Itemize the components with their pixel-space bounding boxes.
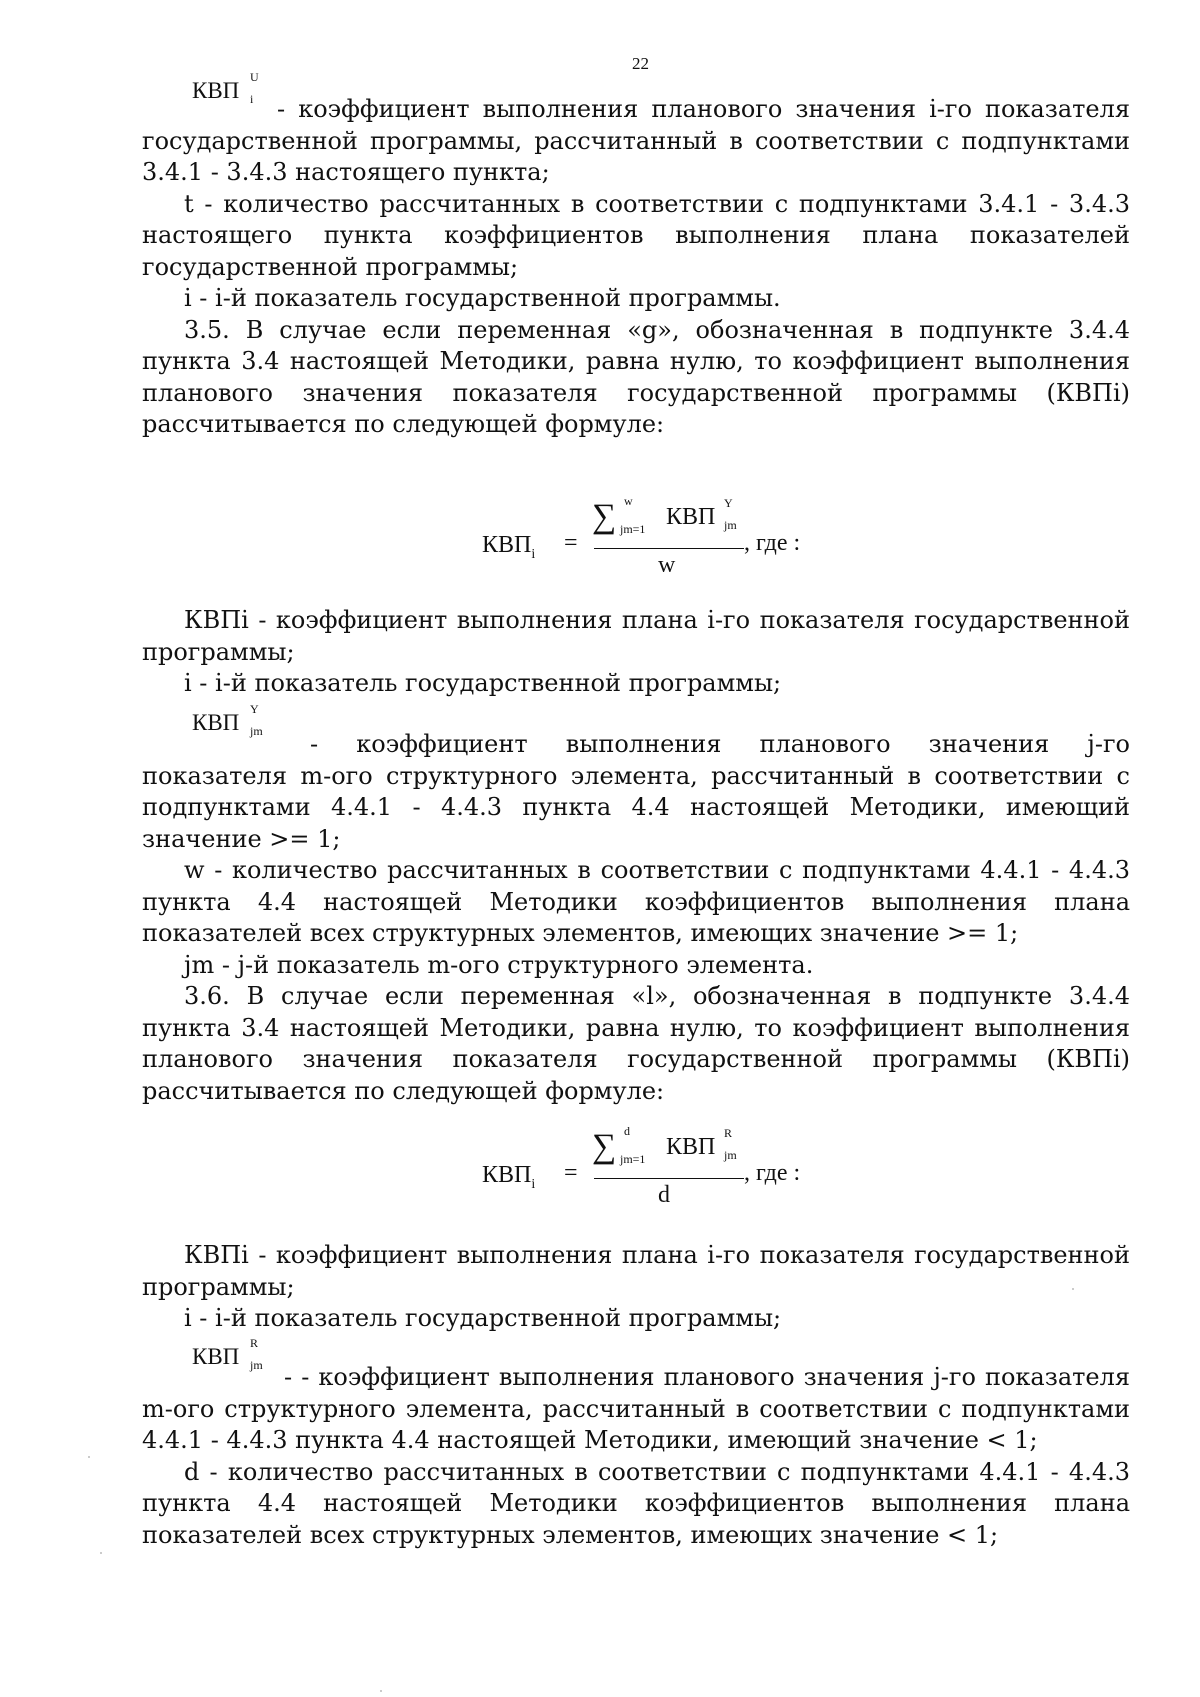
paragraph-kvp-u-definition: - коэффициент выполнения планового значения i-го показателя государственной программы, рассчитанный в соответствии с подпунктами 3.4.1 - 3.4.3 настоящего пункта; [142,95,1130,186]
sum-upper-limit: w [624,494,633,508]
kvp-symbol-base: КВП [192,78,240,103]
kvp-symbol-base: КВП [192,710,240,735]
kvp-symbol-sup: U [250,70,259,84]
definitions-block-2 [142,605,1130,700]
paragraph-t-definition: t - количество рассчитанных в соответствии с подпунктами 3.4.1 - 3.4.3 настоящего пункта коэффициентов выполнения плана показателей государственной программы; [142,189,1130,281]
scan-speck [1072,1288,1074,1290]
kvp-symbol-sub: jm [250,1358,263,1372]
formula-numerator [592,1124,737,1166]
paragraph-3-6: 3.6. В случае если переменная «l», обозначенная в подпункте 3.4.4 пункта 3.4 настоящей Методики, равна нулю, то коэффициент выполнения планового значения показателя государственной программы (КВПi) рассчитывается по следующей формуле: [142,982,1130,1105]
kvp-symbol-sub: i [250,92,254,106]
formula-equals: = [564,530,578,556]
paragraph-3-5: 3.5. В случае если переменная «g», обозначенная в подпункте 3.4.4 пункта 3.4 настоящей Методики, равна нулю, то коэффициент выполнения планового значения показателя государственной программы (КВПi) рассчитывается по следующей формуле: [142,315,1130,438]
definitions-block-1 [142,94,1130,441]
paragraph-kvp-r-definition: - - коэффициент выполнения планового значения j-го показателя m-ого структурного элемента, рассчитанный в соответствии с подпунктами 4.4.1 - 4.4.3 пункта 4.4 настоящей Методики, имеющий значение < 1; [142,1363,1130,1454]
kvp-symbol-sup: Y [250,702,259,716]
paragraph-d-definition: d - количество рассчитанных в соответствии с подпунктами 4.4.1 - 4.4.3 пункта 4.4 настоящей Методики коэффициентов выполнения плана показателей всех структурных элементов, имеющих значение < 1; [142,1457,1130,1549]
paragraph-kvp-i-definition: КВПi - коэффициент выполнения плана i-го показателя государственной программы; [142,606,1130,666]
sum-lower-limit: jm=1 [620,522,646,536]
paragraph-jm-definition: jm - j-й показатель m-ого структурного элемента. [184,950,814,979]
document-page [142,0,1130,1697]
sum-upper-limit: d [624,1124,630,1138]
paragraph-kvp-y-definition: - коэффициент выполнения планового значения j-го показателя m-ого структурного элемента, рассчитанный в соответствии с подпунктами 4.4.1 - 4.4.3 пункта 4.4 настоящей Методики, имеющий значение >= 1; [142,730,1130,853]
fraction-bar [594,548,744,549]
formula-3-5 [482,496,902,592]
paragraph-i-definition-3: i - i-й показатель государственной программы; [184,1304,782,1332]
formula-lhs: $КВП_i$ [482,532,536,562]
formula-numerator [592,494,737,536]
formula-tail: , где : [744,530,801,556]
paragraph-kvp-i-definition-2: КВПi - коэффициент выполнения плана i-го показателя государственной программы; [142,1241,1130,1301]
paragraph-i-definition: i - i-й показатель государственной программы. [184,284,781,312]
paragraph-i-definition-2: i - i-й показатель государственной программы; [184,669,782,697]
definitions-block-4 [142,1240,1130,1335]
page-number: 22 [632,54,649,73]
formula-3-6 [482,1126,902,1222]
fraction-bar [594,1178,744,1179]
kvp-symbol-sup: R [250,1336,259,1350]
sum-lower-limit: jm=1 [620,1152,646,1166]
sigma-symbol: ∑ [592,498,617,535]
scan-speck [380,1690,382,1692]
sum-term: КВП R jm [666,1126,737,1162]
formula-tail: , где : [744,1160,801,1186]
formula-lhs: $КВП_i$ [482,1162,536,1192]
sum-term: КВП Y jm [666,496,737,532]
kvp-symbol-sub: jm [250,724,263,738]
formula-equals: = [564,1160,578,1186]
formula-denominator: w [658,552,676,578]
formula-denominator: d [658,1182,670,1208]
paragraph-w-definition: w - количество рассчитанных в соответствии с подпунктами 4.4.1 - 4.4.3 пункта 4.4 настоящей Методики коэффициентов выполнения плана показателей всех структурных элементов, имеющих значение >= 1; [142,856,1130,947]
scan-speck [88,1456,90,1458]
definitions-block-5 [142,1362,1130,1551]
sigma-symbol: ∑ [592,1128,617,1165]
definitions-block-3 [142,729,1130,1107]
kvp-symbol-base: КВП [192,1344,240,1369]
scan-speck [100,1552,102,1554]
